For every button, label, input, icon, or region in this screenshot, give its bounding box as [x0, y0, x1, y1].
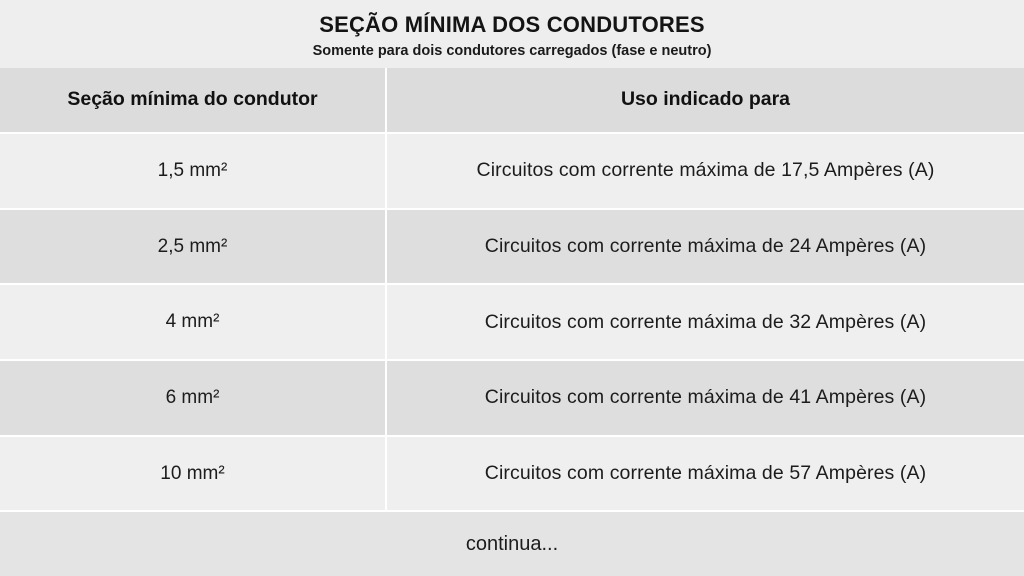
column-header-section: Seção mínima do condutor — [0, 68, 386, 133]
cell-use: Circuitos com corrente máxima de 32 Ampères (A) — [386, 284, 1024, 360]
cell-section: 2,5 mm² — [0, 209, 386, 285]
cell-use: Circuitos com corrente máxima de 41 Ampères (A) — [386, 360, 1024, 436]
table-body — [0, 133, 1024, 576]
table-row — [0, 284, 1024, 360]
table-row — [0, 360, 1024, 436]
page-subtitle: Somente para dois condutores carregados (fase e neutro) — [312, 43, 712, 60]
cell-section: 6 mm² — [0, 360, 386, 436]
page-title: SEÇÃO MÍNIMA DOS CONDUTORES — [319, 12, 705, 37]
cell-section: 10 mm² — [0, 436, 386, 512]
cell-section: 1,5 mm² — [0, 133, 386, 209]
conductor-section-table — [0, 68, 1024, 576]
cell-use: Circuitos com corrente máxima de 57 Ampères (A) — [386, 436, 1024, 512]
table-row — [0, 436, 1024, 512]
table-header-row — [0, 68, 1024, 133]
table-footer-row — [0, 511, 1024, 576]
cell-use: Circuitos com corrente máxima de 24 Ampères (A) — [386, 209, 1024, 285]
title-block — [0, 0, 1024, 68]
table-header — [0, 68, 1024, 133]
cell-use: Circuitos com corrente máxima de 17,5 Ampères (A) — [386, 133, 1024, 209]
cell-section: 4 mm² — [0, 284, 386, 360]
column-header-use: Uso indicado para — [386, 68, 1024, 133]
table-row — [0, 133, 1024, 209]
table-row — [0, 209, 1024, 285]
continuation-note: continua... — [0, 511, 1024, 576]
